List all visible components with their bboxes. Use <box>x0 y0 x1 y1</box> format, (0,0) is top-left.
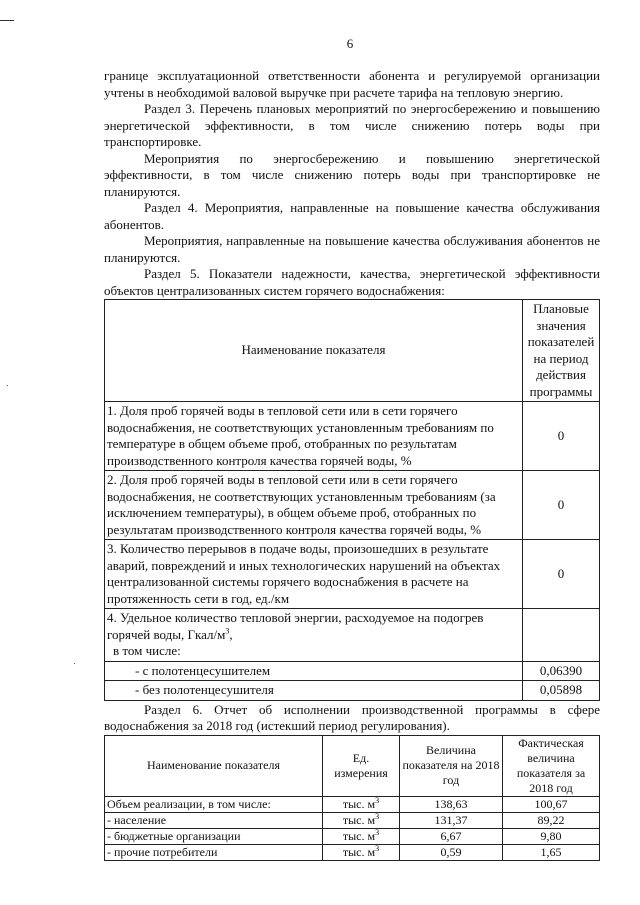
scan-speck <box>74 663 75 664</box>
header-planned-values: Плановые значения показателей на период действия программы <box>523 300 600 402</box>
row-name: - бюджетные организации <box>105 828 323 844</box>
table-row <box>105 402 600 471</box>
section-6-heading: Раздел 6. Отчет об исполнении производственной программы в сфере водоснабжения за 2018 год (истекший период регулирования). <box>104 701 600 733</box>
page-number: 6 <box>346 36 354 51</box>
row-plan: 0,59 <box>400 844 503 860</box>
table-row <box>105 681 600 701</box>
row-unit: тыс. $м^3$ <box>323 796 400 812</box>
row-name: - население <box>105 812 323 828</box>
indicator-name: 1. Доля проб горячей воды в тепловой сети или в сети горячего водоснабжения, не соответствующих установленным требованиям по температуре в общем объеме проб, отобранных по результатам производственного контроля качества горячей воды, % <box>105 402 523 471</box>
table-header-row <box>105 300 600 402</box>
row-plan: 131,37 <box>400 812 503 828</box>
row-unit: тыс. $м^3$ <box>323 828 400 844</box>
row4-sup: 3 <box>225 626 230 636</box>
table-row <box>105 609 600 662</box>
row-fact: 1,65 <box>503 844 600 860</box>
report-table <box>104 735 600 861</box>
row-fact: 100,67 <box>503 796 600 812</box>
corner-mark <box>0 20 14 21</box>
row-plan: 138,63 <box>400 796 503 812</box>
row4-title-tail: , <box>229 626 233 642</box>
paragraph-continuation: границе эксплуатационной ответственности абонента и регулируемой организации учтены в необходимой валовой выручке при расчете тарифа на тепловую энергию. <box>104 68 600 100</box>
indicator-name: 3. Количество перерывов в подаче воды, произошедших в результате аварий, повреждений и иных технологических нарушений на объектах централизованной системы горячего водоснабжения в расчете на протяженность сети в год, ед./км <box>105 540 523 609</box>
header-plan: Величина показателя на 2018 год <box>400 735 503 796</box>
table-row <box>105 661 600 681</box>
table-row <box>105 828 600 844</box>
row-unit: тыс. $м^3$ <box>323 844 400 860</box>
indicator-value: 0 <box>523 402 600 471</box>
indicator-value: 0,05898 <box>523 681 600 701</box>
row-fact: 89,22 <box>503 812 600 828</box>
indicator-name <box>105 609 523 662</box>
indicators-table <box>104 299 600 701</box>
table-row <box>105 796 600 812</box>
section-4-heading: Раздел 4. Мероприятия, направленные на повышение качества обслуживания абонентов. <box>104 200 600 232</box>
scan-speck <box>7 385 8 386</box>
row4-title: 4. Удельное количество тепловой энергии, расходуемое на подогрев горячей воды, Гкал/м <box>107 610 484 642</box>
section-5-heading: Раздел 5. Показатели надежности, качества, энергетической эффективности объектов централизованных систем горячего водоснабжения: <box>104 266 600 298</box>
row-unit: тыс. $м^3$ <box>323 812 400 828</box>
indicator-sub: - с полотенцесушителем <box>105 661 523 681</box>
indicator-value: 0 <box>523 540 600 609</box>
table-header-row <box>105 735 600 796</box>
indicator-sub: - без полотенцесушителя <box>105 681 523 701</box>
section-3-heading: Раздел 3. Перечень плановых мероприятий по энергосбережению и повышению энергетической эффективности, в том числе снижению потерь воды при транспортировке. <box>104 101 600 149</box>
table-row <box>105 540 600 609</box>
section-3-text: Мероприятия по энергосбережению и повышению энергетической эффективности, в том числе снижению потерь воды при транспортировке не планируются. <box>104 150 600 199</box>
indicator-value: 0 <box>523 471 600 540</box>
row-plan: 6,67 <box>400 828 503 844</box>
header-indicator-name: Наименование показателя <box>105 300 523 402</box>
row-name: - прочие потребители <box>105 844 323 860</box>
indicator-name: 2. Доля проб горячей воды в тепловой сети или в сети горячего водоснабжения, не соответствующих установленным требованиям (за исключением температуры), в общем объеме проб, отобранных по результатам производственного контроля качества горячей воды, % <box>105 471 523 540</box>
section-4-text: Мероприятия, направленные на повышение качества обслуживания абонентов не планируются. <box>104 233 600 265</box>
table-row <box>105 844 600 860</box>
indicator-value: 0,06390 <box>523 661 600 681</box>
row4-incl: в том числе: <box>113 643 181 658</box>
header-fact: Фактическая величина показателя за 2018 год <box>503 735 600 796</box>
row-name: Объем реализации, в том числе: <box>105 796 323 812</box>
header-name: Наименование показателя <box>105 735 323 796</box>
indicator-value-empty <box>523 609 600 662</box>
header-unit: Ед. измерения <box>323 735 400 796</box>
document-body <box>104 68 600 861</box>
table-row <box>105 812 600 828</box>
table-row <box>105 471 600 540</box>
row-fact: 9,80 <box>503 828 600 844</box>
